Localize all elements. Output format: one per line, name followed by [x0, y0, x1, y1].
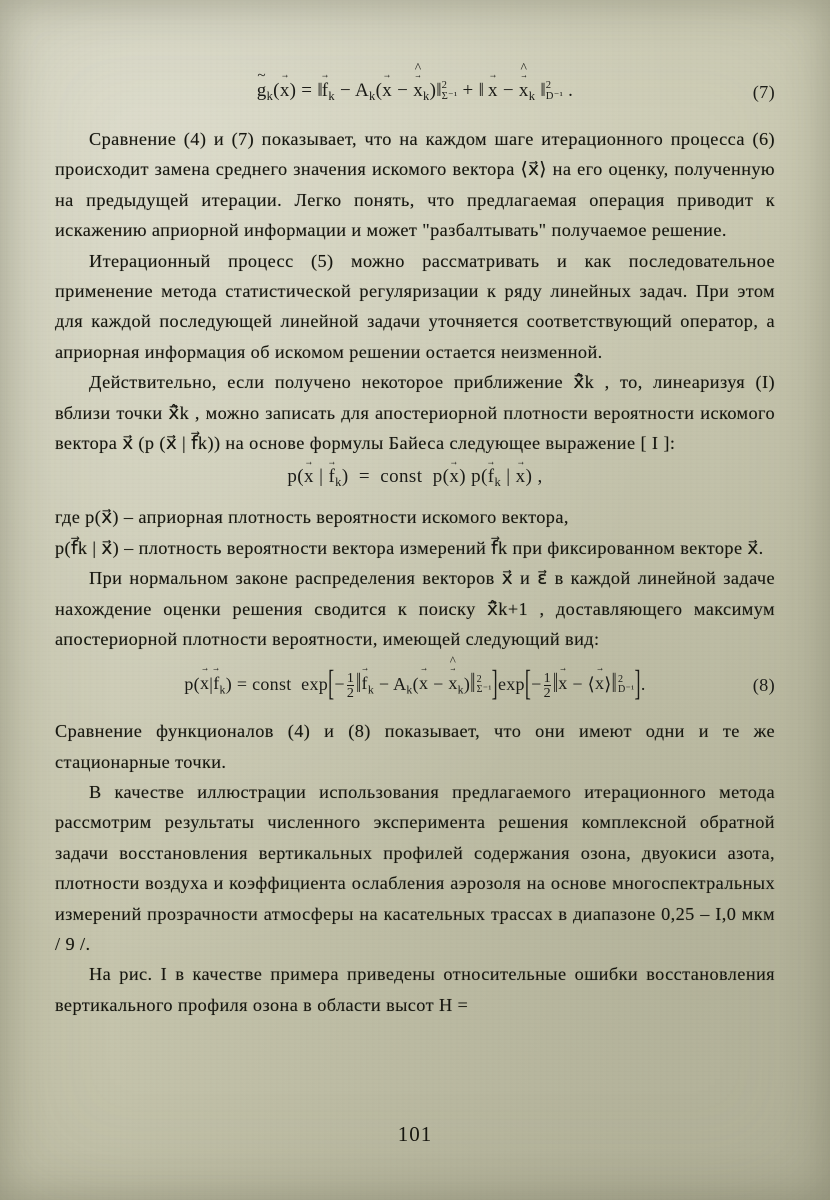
paragraph-7: В качестве иллюстрации использования предлагаемого итерационного метода рассмотрим результаты численного эксперимента решения комплексной обратной задачи восстановления вертикальных профилей содержания озона, двуокиси азота, плотности воздуха и коэффициента ослабления аэрозоля на основе многоспектральных измерений прозрачности атмосферы на касательных трассах в диапазоне 0,25 – I,0 мкм / 9 /. [55, 781, 775, 954]
paragraph-1: Сравнение (4) и (7) показывает, что на каждом шаге итерационного процесса (6) происходит замена среднего значения искомого вектора ⟨x⃗⟩ на его оценку, полученную на предыдущей итерации. Легко понять, что предлагаемая операция приводит к искажению априорной информации и может "разбалтывать" получаемое решение. [55, 129, 775, 241]
equation-bayes-body: p(x → | $f \to_k$) = const p(x →) $p(f \to_k$ | x →) , [287, 466, 542, 487]
paragraph-6: Сравнение функционалов (4) и (8) показывает, что они имеют одни и те же стационарные точки. [55, 721, 775, 772]
equation-7-number: (7) [752, 81, 775, 102]
paragraph-5: При нормальном законе распределения векторов x⃗ и ε⃗ в каждой линейной задаче нахождение оценки решения сводится к поиску x̂⃗k+1 , доставляющего максимум апостериорной плотности вероятности, имеющей следующий вид: [55, 568, 775, 650]
equation-8-number: (8) [752, 674, 775, 695]
equation-bayes [55, 466, 775, 490]
equation-8-body: $p(x \to|f \to_k)$ = const exp[− $\frac{1}{2}$ ‖f $\to_k - A_k(x$ → − → x $\^{}_k)‖$ 2 Σ⁻¹ ]exp[− $\frac{1}{2}$ ‖x → − ⟨x →⟩‖ 2 D⁻¹ ]. [184, 671, 645, 701]
page-content [55, 60, 775, 1020]
paragraph-4-line-1: где p(x⃗) – априорная плотность вероятности искомого вектора, [55, 507, 569, 528]
paragraph-2: Итерационный процесс (5) можно рассматривать и как последовательное применение метода статистической регуляризации к ряду линейных задач. При этом для каждой последующей линейной задачи уточняется соответствующий оператор, а априорная информация об искомом решении остается неизменной. [55, 250, 775, 362]
paragraph-8: На рис. I в качестве примера приведены относительные ошибки восстановления вертикального профиля озона в области высот H = [55, 964, 775, 1015]
equation-7-body: g $\sim_k(x$ →) = ‖f $\to_k - A_k(x$ → − → x $\^{}_k)‖$ 2 Σ⁻¹ + ‖ x → − → x $\^{}_k$ ‖ 2 D⁻¹ . [257, 80, 573, 104]
equation-8 [55, 662, 775, 703]
equation-7 [55, 80, 775, 104]
page-number: 101 [397, 1122, 433, 1146]
paragraph-3: Действительно, если получено некоторое приближение x̂⃗k , то, линеаризуя (I) вблизи точки x̂⃗k , можно записать для апостериорной плотности вероятности искомого вектора x⃗ (p (x⃗ | f⃗k)) на основе формулы Байеса следующее выражение [ I ]: [55, 372, 775, 454]
paragraph-4-line-2: p(f⃗k | x⃗) – плотность вероятности вектора измерений f⃗k при фиксированном векторе x⃗. [55, 537, 764, 558]
